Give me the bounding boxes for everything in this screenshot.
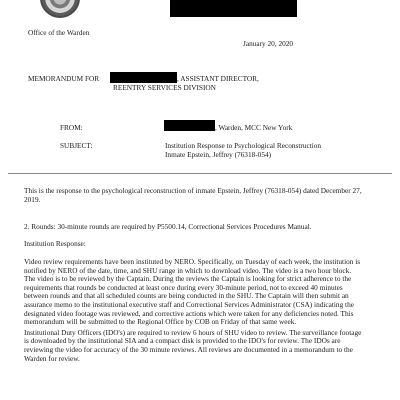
header-divider [8,173,392,174]
intro-line-1: This is the response to the psychological reconstruction of inmate Epstein, Jeffrey (76318-054) dated December 27, [24,186,362,195]
from-value: , Warden, MCC New York [215,123,293,132]
item-2-rounds: 2. Rounds: 30-minute rounds are required by P5500.14, Correctional Services Procedures Manual. [24,222,312,231]
memo-for-line [28,75,99,84]
subject-label: SUBJECT: [60,141,93,150]
response-body [24,258,362,365]
intro-line-2: 2019. [24,195,41,204]
office-line: Office of the Warden [28,28,90,37]
response-paragraph-2: Institutional Duty Officers (IDO's) are required to review 6 hours of SHU video to review. The surveillance footage is downloaded by the institutional SIA and a compact disk is provided to the IDO's for review. The IDOs are reviewing the video for accuracy of the 30 minute reviews. All reviews are documented in a memorandum to the Warden for review. [24,327,362,363]
redacted-recipient [110,72,177,83]
from-label: FROM: [60,123,83,132]
memo-for-division: REENTRY SERVICES DIVISION [113,83,216,92]
redacted-sender [164,120,215,131]
subject-line-2: Inmate Epstein, Jeffrey (76318-054) [165,150,272,159]
memo-date: January 20, 2020 [243,39,294,48]
agency-seal-icon [40,0,80,18]
response-paragraph-1: Video review requirements have been instituted by NERO. Specifically, on Tuesday of each week, the institution is notified by NERO of the date, time, and SHU range in which to download video. The video is a two hour block. The video is to be reviewed by the Captain. During the reviews the Captain is looking for strict adherence to the requirements that rounds be conducted at least once during every 30-minute period, not to exceed 40 minutes between rounds and that all scheduled counts are being conducted in the SHU. The Captain will then submit an assurance memo to the institutional executive staff and Correctional Services Administrator (CSA) indicating the designated video footage was reviewed, and corrective actions which were taken for any deficiencies noted. This memorandum will be submitted to the Regional Office by COB on Friday of that same week. [24,257,361,327]
memo-for-label: MEMORANDUM FOR [28,74,100,83]
subject-line-1: Institution Response to Psychological Reconstruction [165,141,322,150]
redacted-letterhead [170,0,297,17]
response-label: Institution Response: [24,239,86,248]
memo-for-title: , ASSISTANT DIRECTOR, [177,74,259,83]
